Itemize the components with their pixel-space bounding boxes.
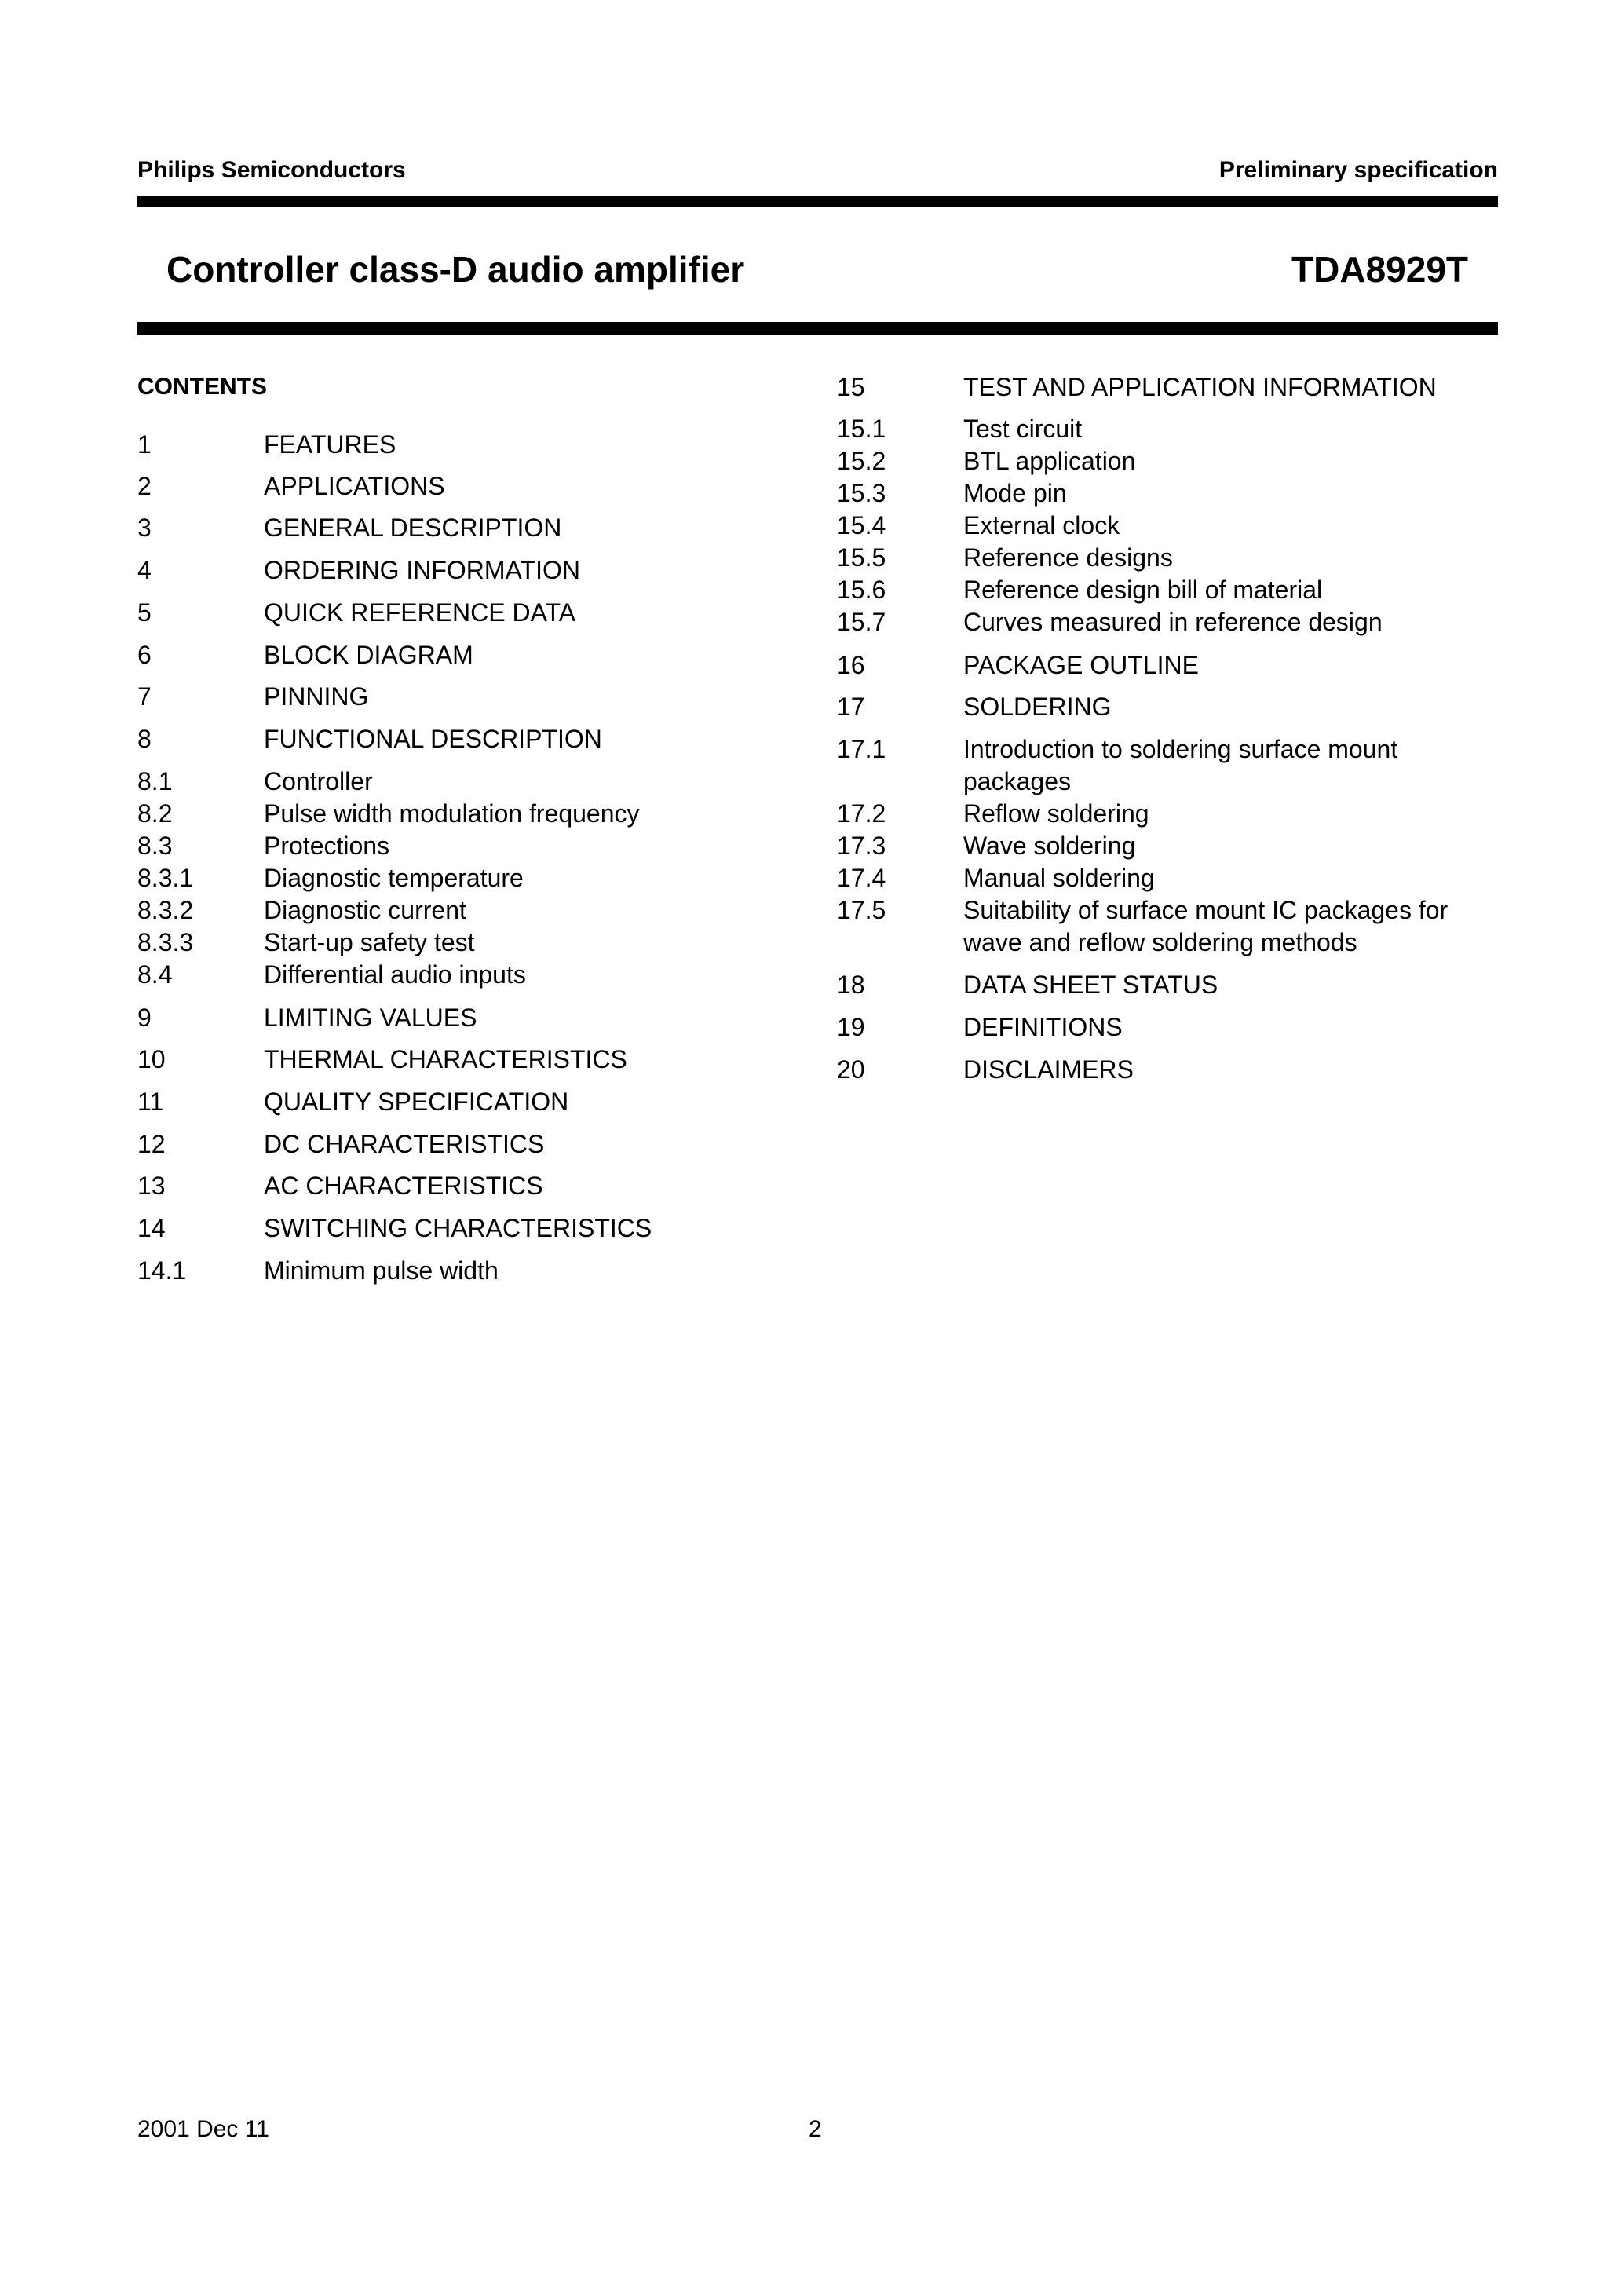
- toc-entry-number: 8.4: [137, 960, 173, 989]
- toc-entry-number: 17.1: [837, 735, 886, 763]
- toc-entry-title: External clock: [963, 511, 1120, 539]
- toc-entry-title: Protections: [264, 832, 390, 860]
- toc-entry-number: 19: [837, 1013, 865, 1041]
- footer-date: 2001 Dec 11: [137, 2116, 269, 2142]
- toc-entry-number: 15: [837, 373, 865, 401]
- toc-entry-number: 14: [137, 1214, 166, 1242]
- page-number: 2: [809, 2116, 822, 2142]
- contents-heading: CONTENTS: [137, 374, 267, 400]
- toc-entry-title: Pulse width modulation frequency: [264, 799, 640, 828]
- toc-entry-number: 13: [137, 1172, 166, 1200]
- toc-entry-title: Reference designs: [963, 543, 1173, 572]
- toc-entry-number: 15.7: [837, 608, 886, 636]
- toc-entry-number: 15.1: [837, 415, 886, 443]
- toc-entry-number: 1: [137, 430, 152, 459]
- toc-entry-title: QUICK REFERENCE DATA: [264, 598, 576, 627]
- toc-entry-title: Wave soldering: [963, 832, 1136, 860]
- toc-entry-number: 8.3.2: [137, 896, 194, 924]
- toc-entry-title: Controller: [264, 767, 373, 795]
- toc-entry-title: PACKAGE OUTLINE: [963, 651, 1199, 679]
- toc-entry-title: Diagnostic temperature: [264, 864, 524, 892]
- part-number: TDA8929T: [1291, 249, 1468, 290]
- toc-entry-number: 8.2: [137, 799, 173, 828]
- toc-entry-title: FUNCTIONAL DESCRIPTION: [264, 725, 602, 753]
- toc-entry-title: THERMAL CHARACTERISTICS: [264, 1045, 627, 1073]
- toc-entry-title: AC CHARACTERISTICS: [264, 1172, 543, 1200]
- toc-entry-number: 8.1: [137, 767, 173, 795]
- toc-entry-title: APPLICATIONS: [264, 472, 445, 500]
- toc-entry-title: Suitability of surface mount IC packages for: [963, 896, 1448, 924]
- toc-entry-number: 17.4: [837, 864, 886, 892]
- page-title: Controller class-D audio amplifier: [166, 249, 745, 290]
- toc-entry-title: QUALITY SPECIFICATION: [264, 1088, 569, 1116]
- toc-entry-title: DC CHARACTERISTICS: [264, 1130, 545, 1158]
- toc-entry-number: 8.3.1: [137, 864, 194, 892]
- toc-entry-title: DISCLAIMERS: [963, 1055, 1134, 1084]
- toc-entry-number: 4: [137, 556, 152, 584]
- title-rule: [137, 322, 1498, 335]
- toc-entry-number: 17.2: [837, 799, 886, 828]
- toc-entry-title: BLOCK DIAGRAM: [264, 641, 473, 669]
- toc-entry-title: DATA SHEET STATUS: [963, 971, 1218, 999]
- toc-entry-title: Manual soldering: [963, 864, 1155, 892]
- toc-entry-number: 12: [137, 1130, 166, 1158]
- toc-entry-title: SOLDERING: [963, 693, 1112, 721]
- toc-entry-number: 6: [137, 641, 152, 669]
- header-company: Philips Semiconductors: [137, 157, 406, 183]
- toc-entry-number: 15.2: [837, 447, 886, 475]
- toc-entry-title: GENERAL DESCRIPTION: [264, 514, 562, 542]
- toc-entry-title: Diagnostic current: [264, 896, 466, 924]
- toc-entry-number: 8.3.3: [137, 928, 194, 956]
- toc-entry-title: packages: [963, 767, 1071, 795]
- toc-entry-number: 16: [837, 651, 865, 679]
- toc-entry-title: Minimum pulse width: [264, 1256, 499, 1285]
- toc-entry-number: 18: [837, 971, 865, 999]
- toc-entry-title: wave and reflow soldering methods: [963, 928, 1357, 956]
- toc-entry-title: Test circuit: [963, 415, 1083, 443]
- toc-entry-title: ORDERING INFORMATION: [264, 556, 580, 584]
- toc-entry-number: 10: [137, 1045, 166, 1073]
- toc-entry-number: 17.3: [837, 832, 886, 860]
- toc-entry-number: 11: [137, 1088, 164, 1116]
- toc-entry-title: Reference design bill of material: [963, 576, 1323, 604]
- toc-entry-number: 9: [137, 1004, 152, 1032]
- toc-entry-title: LIMITING VALUES: [264, 1004, 477, 1032]
- toc-entry-title: FEATURES: [264, 430, 396, 459]
- toc-entry-title: TEST AND APPLICATION INFORMATION: [963, 373, 1437, 401]
- toc-entry-title: Reflow soldering: [963, 799, 1149, 828]
- toc-entry-title: Curves measured in reference design: [963, 608, 1383, 636]
- toc-entry-number: 8.3: [137, 832, 173, 860]
- toc-entry-title: SWITCHING CHARACTERISTICS: [264, 1214, 652, 1242]
- toc-entry-number: 17: [837, 693, 865, 721]
- toc-entry-title: PINNING: [264, 682, 369, 711]
- toc-entry-number: 15.6: [837, 576, 886, 604]
- toc-entry-title: Mode pin: [963, 479, 1067, 507]
- toc-entry-number: 15.4: [837, 511, 886, 539]
- toc-entry-title: Differential audio inputs: [264, 960, 526, 989]
- toc-entry-number: 5: [137, 598, 152, 627]
- toc-entry-number: 15.5: [837, 543, 886, 572]
- toc-entry-number: 7: [137, 682, 152, 711]
- toc-entry-title: Start-up safety test: [264, 928, 475, 956]
- toc-entry-number: 17.5: [837, 896, 886, 924]
- header-rule: [137, 196, 1498, 207]
- toc-entry-title: DEFINITIONS: [963, 1013, 1123, 1041]
- toc-entry-number: 8: [137, 725, 152, 753]
- toc-entry-number: 15.3: [837, 479, 886, 507]
- toc-entry-number: 2: [137, 472, 152, 500]
- toc-entry-number: 20: [837, 1055, 865, 1084]
- toc-entry-title: Introduction to soldering surface mount: [963, 735, 1398, 763]
- toc-entry-number: 3: [137, 514, 152, 542]
- header-status: Preliminary specification: [1218, 157, 1498, 183]
- toc-entry-number: 14.1: [137, 1256, 187, 1285]
- toc-entry-title: BTL application: [963, 447, 1136, 475]
